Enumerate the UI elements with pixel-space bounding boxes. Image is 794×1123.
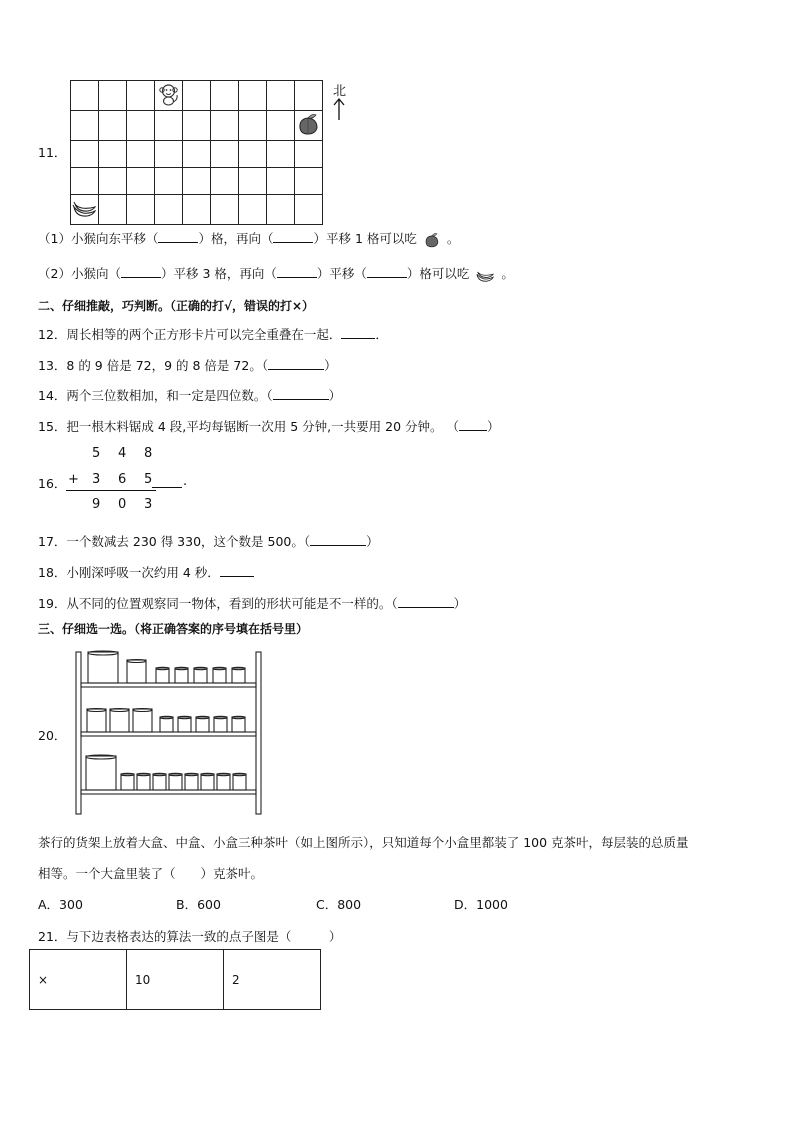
q11-number: 11． [38, 145, 67, 160]
plus-sign: + [68, 472, 79, 487]
digit: 3 [92, 472, 101, 487]
table-cell: × [30, 950, 127, 1010]
digit: 5 [92, 446, 101, 461]
q21-text: 21．与下边表格表达的算法一致的点子图是（ ） [38, 929, 342, 944]
q19: 19．从不同的位置观察同一物体，看到的形状可能是不一样的。（ ） [38, 596, 467, 611]
answer-blank[interactable] [273, 399, 329, 400]
banana-icon [473, 265, 497, 285]
q20-option-c[interactable]: C．800 [316, 897, 362, 912]
tea-shelf-illustration [74, 650, 264, 816]
digit: 6 [118, 472, 127, 487]
sum-line [66, 490, 156, 491]
digit: 4 [118, 446, 127, 461]
digit: 0 [118, 497, 127, 512]
answer-blank[interactable] [459, 430, 487, 431]
q20-text-line1: 茶行的货架上放着大盒、中盒、小盒三种茶叶（如上图所示），只知道每个小盒里都装了 100 克茶叶，每层装的总质量 [38, 835, 689, 850]
q18: 18．小刚深呼吸一次约用 4 秒． [38, 563, 254, 581]
digit: 3 [144, 497, 153, 512]
peach-icon [421, 231, 443, 249]
q14: 14．两个三位数相加，和一定是四位数。（ ） [38, 388, 342, 403]
answer-blank[interactable] [121, 277, 161, 278]
table-cell: 10 [127, 950, 224, 1010]
answer-blank[interactable] [220, 576, 254, 577]
q20-option-d[interactable]: D．1000 [454, 897, 508, 912]
answer-blank[interactable] [367, 277, 407, 278]
q16-number: 16． [38, 476, 67, 491]
vertical-addition: 5 4 8 + 3 6 5 . 9 0 3 [68, 446, 188, 512]
digit: 9 [92, 497, 101, 512]
q13: 13．8 的 9 倍是 72，9 的 8 倍是 72。（ ） [38, 358, 337, 373]
peach-icon [295, 111, 322, 137]
q20-option-b[interactable]: B．600 [176, 897, 221, 912]
answer-blank[interactable] [158, 242, 198, 243]
answer-blank[interactable] [398, 607, 454, 608]
q15: 15．把一根木料锯成 4 段,平均每锯断一次用 5 分钟,一共要用 20 分钟。 （ ） [38, 419, 500, 434]
q11-sub2: （2）小猴向（ ）平移 3 格，再向（ ）平移（ ）格可以吃 。 [38, 264, 514, 285]
north-arrow-icon [333, 97, 345, 121]
q20-text-line2: 相等。一个大盒里装了（ ）克茶叶。 [38, 866, 264, 881]
answer-blank[interactable] [273, 242, 313, 243]
monkey-icon [155, 81, 182, 107]
digit: 5 [144, 472, 153, 487]
q11-sub1: （1）小猴向东平移（ ）格，再向（ ）平移 1 格可以吃 。 [38, 229, 459, 249]
answer-blank[interactable] [152, 473, 182, 488]
banana-icon [71, 195, 98, 221]
digit: 8 [144, 446, 153, 461]
q12: 12．周长相等的两个正方形卡片可以完全重叠在一起． ． [38, 327, 388, 342]
section3-title: 三、仔细选一选。（将正确答案的序号填在括号里） [38, 622, 309, 636]
answer-blank[interactable] [277, 277, 317, 278]
multiplication-table [29, 949, 321, 1010]
answer-blank[interactable] [341, 338, 375, 339]
answer-blank[interactable] [310, 545, 366, 546]
q20-option-a[interactable]: A．300 [38, 897, 83, 912]
q17: 17．一个数减去 230 得 330，这个数是 500。（ ） [38, 534, 379, 549]
north-label: 北 [333, 84, 347, 99]
coordinate-grid [70, 80, 323, 225]
section2-title: 二、仔细推敲，巧判断。（正确的打√，错误的打×） [38, 299, 315, 313]
table-cell: 2 [224, 950, 321, 1010]
answer-blank[interactable] [268, 369, 324, 370]
q20-number: 20． [38, 728, 67, 743]
